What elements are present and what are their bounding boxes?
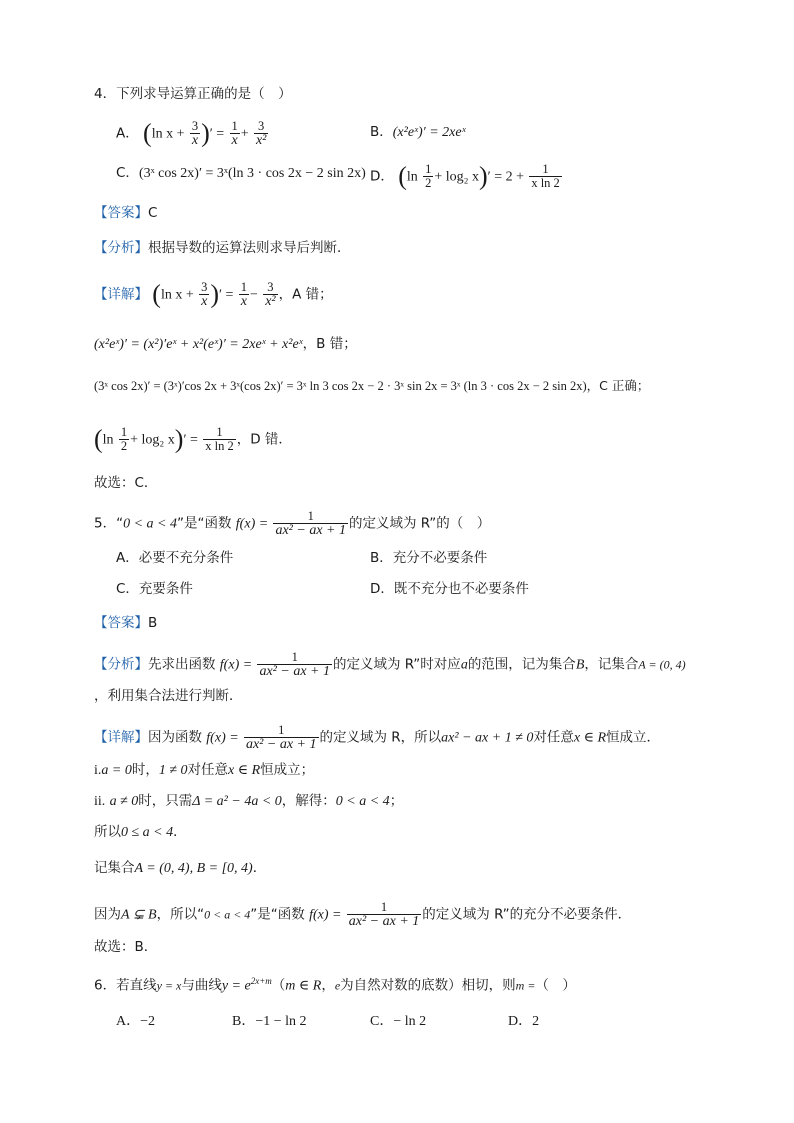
q4-option-d: D． (ln $\frac{1}{2}$ + log₂ x)′ = 2 + $\frac{1}{\text{x ln 2}}$ [370, 161, 560, 191]
q4-analysis: 【分析】根据导数的运算法则求导后判断． [94, 240, 351, 256]
q5-option-c: C．充要条件 [116, 581, 193, 597]
q5-option-b: B．充分不必要条件 [370, 550, 488, 566]
q6-option-c: C．− ln 2 [370, 1014, 427, 1029]
q4-answer: 【答案】C [94, 205, 158, 221]
q4-detail-line-1: 【详解】 (ln x + $\frac{3}{x}$ )′ = $\frac{1}{x}$ − $\frac{3}{\text{x²}}$ ，A 错； [94, 279, 333, 309]
q5-so: 所以0 ≤ a < 4． [94, 824, 187, 840]
q5-choose: 故选：B． [94, 939, 158, 955]
q4-detail-line-4: (ln $\frac{1}{2}$ + log₂ x)′ = $\frac{1}{\text{x ln 2}}$ ，D 错． [94, 424, 292, 454]
q4-option-c: C．(3ˣ cos 2x)′ = 3ˣ(ln 3 · cos 2x − 2 sin 2x) [116, 165, 366, 181]
q5-analysis: 【分析】先求出函数 f(x) = $\frac{1}{\text{ax² − ax + 1}}$ 的定义域为 R”时对应a的范围，记为集合B，记集合A = (0, 4) [94, 650, 686, 679]
q5-analysis-line-2: ，利用集合法进行判断． [94, 688, 243, 704]
q5-option-a: A．必要不充分条件 [116, 550, 234, 566]
q5-detail-line-1: 【详解】因为函数 f(x) = $\frac{1}{\text{ax² − ax + 1}}$ 的定义域为 R，所以ax² − ax + 1 ≠ 0对任意x ∈ R恒成立． [94, 723, 661, 752]
q5-option-d: D．既不充分也不必要条件 [370, 581, 529, 597]
q5-stem: 5．“0 < a < 4”是“函数 f(x) = $\frac{1}{\text{ax² − ax + 1}}$ 的定义域为 R”的（ ） [94, 509, 491, 538]
q4-option-a: A． (ln x + $\frac{3}{x}$ )′ = $\frac{1}{x}$ + $\frac{3}{\text{x²}}$ [116, 118, 267, 148]
q4-option-b: B．(x²eˣ)′ = 2xeˣ [370, 124, 466, 140]
q5-conclusion: 因为A ⊊ B，所以“0 < a < 4”是“函数 f(x) = $\frac{1}{\text{ax² − ax + 1}}$ 的定义域为 R”的充分不必要条件． [94, 900, 632, 929]
q4-detail-line-2: (x²eˣ)′ = (x²)′eˣ + x²(eˣ)′ = 2xeˣ + x²eˣ，B 错； [94, 336, 357, 352]
q6-option-d: D．2 [508, 1014, 540, 1029]
q5-answer: 【答案】B [94, 615, 158, 631]
q6-stem: 6．若直线y = x与曲线$y = e^{2x+m}(m$ ∈ R，e为自然对数的底数）相切，则m =（ ） [94, 976, 576, 994]
q4-stem: 4．下列求导运算正确的是（ ） [94, 86, 292, 102]
q5-case-1: i.a = 0时，1 ≠ 0对任意x ∈ R恒成立； [94, 762, 315, 778]
q5-case-2: ii. a ≠ 0时，只需Δ = a² − 4a < 0，解得：0 < a < 4； [94, 793, 404, 809]
q5-sets: 记集合A = (0, 4), B = [0, 4)． [94, 860, 267, 876]
q4-detail-line-3: (3ˣ cos 2x)′ = (3ˣ)′cos 2x + 3ˣ(cos 2x)′ = 3ˣ ln 3 cos 2x − 2 · 3ˣ sin 2x = 3ˣ (ln 3 · cos 2x − 2 sin 2x)，C 正确； [94, 378, 650, 393]
q6-option-a: A．−2 [116, 1014, 156, 1029]
q6-option-b: B．−1 − ln 2 [232, 1014, 307, 1029]
q4-choose: 故选：C． [94, 475, 158, 491]
